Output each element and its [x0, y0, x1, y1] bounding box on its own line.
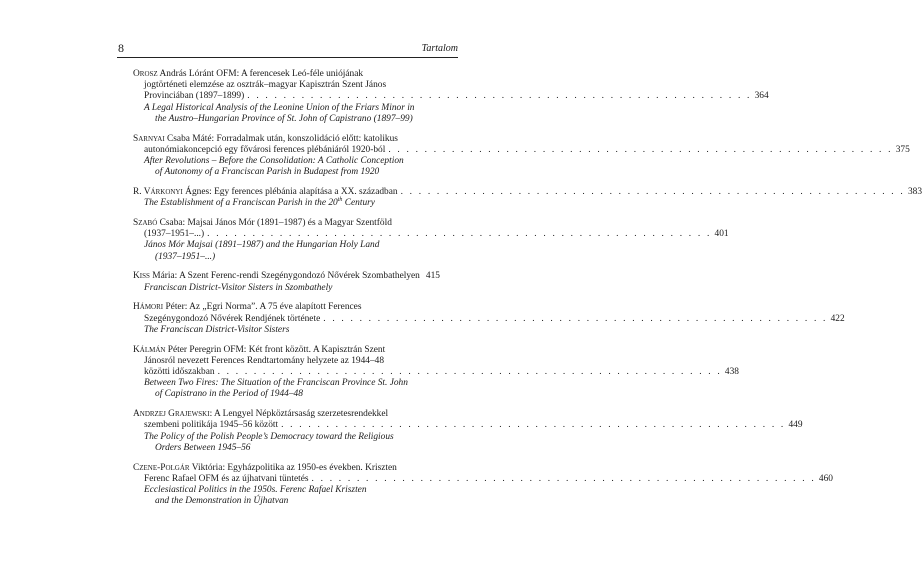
- toc-entry-line: [133, 463, 433, 474]
- hungarian-title-line: jogtörténeti elemzése az osztrák–magyar Kapisztrán Szent János: [144, 80, 387, 91]
- dot-leader: . . . . . . . . . . . . . . . . . . . . . . . . . . . . . . . . . . . . . . . . . . . . . . . . . . . . . . . .: [311, 473, 816, 484]
- toc-entry-line: [133, 218, 433, 229]
- hungarian-title-line: Egy ferences plébánia alapítása a XX. században: [214, 187, 398, 198]
- author-name: Czene-Polgár: [133, 462, 190, 473]
- english-title-line: Orders Between 1945–56: [155, 442, 251, 453]
- toc-entry: [133, 409, 803, 454]
- author-name: Kálmán: [133, 344, 166, 355]
- english-title-line: The Policy of the Polish People’s Democracy toward the Religious: [144, 431, 394, 442]
- dot-leader: . . . . . . . . . . . . . . . . . . . . . . . . . . . . . . . . . . . . . . . . . . . . . . . . . . . . . . . .: [217, 367, 722, 378]
- english-title-line: Ecclesiastical Politics in the 1950s. Ferenc Rafael Kriszten: [144, 485, 367, 496]
- english-title-line: of Capistrano in the Period of 1944–48: [155, 389, 303, 400]
- author-suffix: :: [209, 409, 213, 420]
- toc-entry: [133, 218, 729, 263]
- author-suffix: Csaba:: [157, 218, 186, 229]
- header-rule: [117, 57, 458, 58]
- page-reference: 415: [425, 271, 440, 282]
- hungarian-title-line: Szegénygondozó Nővérek Rendjének története: [144, 313, 321, 324]
- english-title-line: Franciscan District-Visitor Sisters in Szombathely: [144, 282, 333, 293]
- hungarian-title-line: Egyházpolitika az 1950-es években. Kriszten: [227, 462, 397, 473]
- toc-entry-last-line: [133, 420, 803, 431]
- hungarian-title-line: (1937–1951–...): [144, 229, 205, 240]
- hungarian-title-line: Két front között. A Kapisztrán Szent: [248, 344, 386, 355]
- author-suffix: Ágnes:: [182, 187, 212, 198]
- hungarian-title-line: Jánosról nevezett Ferences Rendtartomány helyzete az 1944–48: [144, 355, 385, 366]
- toc-entry-line: [133, 356, 433, 367]
- toc-entry-line: [133, 69, 433, 80]
- toc-entry-line: [133, 80, 433, 91]
- hungarian-title-line: autonómiakoncepció egy fővárosi ferences plébániáról 1920-ból: [144, 144, 386, 155]
- hungarian-title-line: Az „Egri Norma”. A 75 éve alapított Ferences: [189, 302, 362, 313]
- toc-entry-line: [133, 302, 433, 313]
- english-title-line: of Autonomy of a Franciscan Parish in Budapest from 1920: [155, 167, 380, 178]
- table-of-contents: [133, 69, 922, 516]
- toc-entry: [133, 187, 922, 209]
- page-reference: 383: [907, 187, 922, 198]
- toc-entry-last-line: [133, 473, 833, 485]
- english-title-line: (1937–1951–...): [155, 251, 216, 262]
- dot-leader: . . . . . . . . . . . . . . . . . . . . . . . . . . . . . . . . . . . . . . . . . . . . . . . . . . . . . . . .: [207, 229, 712, 240]
- author-name: Orosz: [133, 69, 158, 79]
- toc-entry-last-line: [133, 367, 739, 378]
- dot-leader: . . . . . . . . . . . . . . . . . . . . . . . . . . . . . . . . . . . . . . . . . . . . . . . . . . . . . . . .: [400, 187, 905, 198]
- page-reference: 460: [818, 473, 833, 484]
- hungarian-title-line: szembeni politikája 1945–56 között: [144, 420, 279, 431]
- english-title-line: János Mór Majsai (1891–1987) and the Hungarian Holy Land: [144, 240, 380, 251]
- page-reference: 438: [724, 367, 739, 378]
- english-title-line: The Franciscan District-Visitor Sisters: [144, 324, 290, 335]
- page-number: 8: [118, 41, 124, 55]
- hungarian-title-line: Ferenc Rafael OFM és az újhatvani tüntetés: [144, 473, 309, 484]
- hungarian-title-line: A Szent Ferenc-rendi Szegénygondozó Nővérek Szombathelyen: [179, 271, 420, 282]
- running-head: Tartalom: [421, 43, 458, 54]
- dot-leader: . . . . . . . . . . . . . . . . . . . . . . . . . . . . . . . . . . . . . . . . . . . . . . . . . . . . . . . .: [323, 313, 828, 324]
- hungarian-title-line: A Lengyel Népköztársaság szerzetesrendekkel: [214, 409, 389, 420]
- author-suffix: Viktória:: [189, 462, 226, 473]
- toc-entry: [133, 344, 739, 401]
- english-title-line: A Legal Historical Analysis of the Leonine Union of the Friars Minor in: [144, 102, 415, 113]
- toc-entry-last-line: [133, 144, 910, 156]
- page-reference: 401: [714, 229, 729, 240]
- hungarian-title-line: közötti időszakban: [144, 367, 215, 378]
- toc-entry: [133, 302, 845, 336]
- english-title-line: Between Two Fires: The Situation of the Franciscan Province St. John: [144, 378, 408, 389]
- toc-entry-last-line: [133, 229, 729, 240]
- dot-leader: . . . . . . . . . . . . . . . . . . . . . . . . . . . . . . . . . . . . . . . . . . . . . . . . . . . . . . . .: [247, 91, 752, 102]
- author-name: Sarnyai: [133, 133, 165, 144]
- hungarian-title-line: Majsai János Mór (1891–1987) és a Magyar Szentföld: [187, 218, 392, 229]
- author-name: R. Várkonyi: [133, 187, 183, 198]
- author-suffix: András Lóránt OFM:: [157, 69, 240, 79]
- english-title-line: the Austro–Hungarian Province of St. John of Capistrano (1897–99): [155, 113, 413, 124]
- hungarian-title-line: A ferencesek Leó-féle uniójának: [241, 69, 364, 79]
- toc-entry-line: [133, 345, 433, 356]
- page-reference: 364: [754, 91, 769, 102]
- english-title-line: and the Demonstration in Újhatvan: [155, 496, 289, 507]
- toc-entry-line: [133, 134, 433, 145]
- dot-leader: . . . . . . . . . . . . . . . . . . . . . . . . . . . . . . . . . . . . . . . . . . . . . . . . . . . . . . . .: [281, 420, 786, 431]
- page-reference: 449: [788, 420, 803, 431]
- author-name: Szabó: [133, 218, 158, 229]
- author-suffix: Péter Peregrin OFM:: [165, 344, 247, 355]
- author-suffix: Mária:: [149, 271, 178, 282]
- page-reference: 375: [895, 144, 910, 155]
- author-name: Kiss: [133, 271, 150, 282]
- english-title-line: After Revolutions – Before the Consolidation: A Catholic Conception: [144, 156, 404, 167]
- toc-entry-last-line: [133, 91, 769, 102]
- author-suffix: Csaba Máté:: [164, 133, 215, 144]
- toc-entry: [133, 133, 910, 179]
- toc-entry-last-line: [133, 271, 440, 282]
- toc-entry: [133, 462, 833, 508]
- hungarian-title-line: Forradalmak után, konszolidáció előtt: katolikus: [216, 133, 398, 144]
- hungarian-title-line: Provinciában (1897–1899): [144, 91, 245, 102]
- toc-entry-last-line: [133, 313, 845, 325]
- toc-entry-last-line: [133, 187, 922, 198]
- toc-entry: [133, 271, 440, 293]
- author-suffix: Péter:: [163, 302, 188, 313]
- english-title-line: The Establishment of a Franciscan Parish in the 20th Century: [144, 197, 375, 209]
- author-name: Andrzej Grajewski: [133, 409, 210, 420]
- author-name: Hámori: [133, 302, 164, 313]
- page-reference: 422: [830, 313, 845, 324]
- dot-leader: . . . . . . . . . . . . . . . . . . . . . . . . . . . . . . . . . . . . . . . . . . . . . . . . . . . . . . . .: [388, 144, 893, 155]
- toc-entry-line: [133, 409, 433, 420]
- toc-entry: [133, 69, 769, 125]
